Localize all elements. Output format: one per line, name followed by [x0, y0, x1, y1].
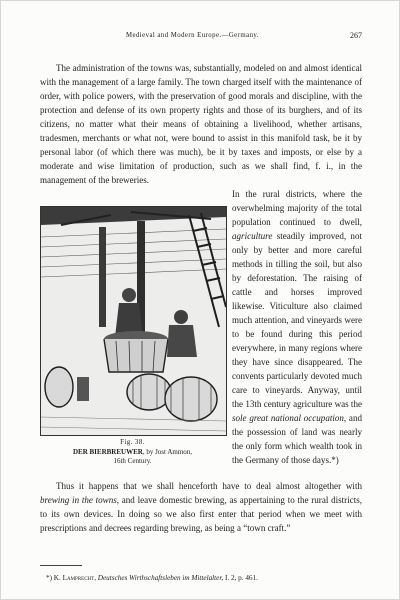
rural-text-2: steadily improved, not only by better and more careful methods in tilling the soil, but also by deforestation. The raising of cattle and horses improved likewise. Viticulture also claimed much attention, and vineyards were to be found during this period everywhere, in many regions where they have since disappeared. The convents particularly devoted much care to vineyards. Anyway, until the 13th century agriculture was the	[232, 231, 362, 409]
figure-century: 16th Century.	[113, 457, 152, 465]
brewing-text-1: Thus it happens that we shall henceforth have to deal almost altogether with	[56, 481, 362, 491]
footnote	[46, 573, 362, 583]
footnote-marker: *)	[46, 574, 52, 582]
footnote-reference: I. 2, p. 461.	[224, 574, 258, 582]
footnote-divider	[40, 565, 82, 566]
brewing-text-2: , and leave domestic brewing, as appertaining to the rural districts, to its own devices. In doing so we also first enter that period when we meet with prescriptions and decrees regarding brewing, as being a “town craft.”	[40, 495, 362, 533]
woodcut-drawing	[41, 207, 226, 435]
figure-credit: , by Jost Ammon,	[142, 447, 193, 456]
paragraph-town-brewing	[40, 479, 362, 535]
rural-text-1: In the rural districts, where the overwhelming majority of the total population continued to dwell,	[232, 189, 362, 227]
figure-number: Fig. 38.	[120, 438, 145, 446]
figure-title: DER BIERBREUWER	[72, 447, 143, 456]
footnote-work: Deutsches Wirthschaftsleben im Mittelalter,	[97, 574, 224, 582]
footnote-author: K. Lamprecht,	[53, 574, 96, 582]
paragraph-rural-districts	[232, 187, 362, 467]
rural-emphasis-agriculture: agriculture	[232, 231, 273, 241]
figure-caption	[40, 438, 225, 467]
rural-emphasis-occupation: sole great national occupation	[232, 413, 344, 423]
paragraph-towns: The administration of the towns was, substantially, modeled on and almost identical with the management of a large family. The town charged itself with the maintenance of order, with police powers, with the preservation of good morals and discipline, with the protection and defense of its own property rights and those of its burghers, and of its citizens, no matter what their means of obtaining a livelihood, whether artisans, tradesmen, merchants or what not, were bound to assist in this manifold task, be it by personal labor (of which there was much), be it by taxes and imposts, or else by a moderate and wise limitation of production, such as we shall find, f. i., in the management of the breweries.	[40, 63, 362, 185]
rural-text-3: , and the possession of land was nearly the only form which wealth took in the Germany of those days.*)	[232, 413, 362, 465]
page-number: 267	[350, 31, 362, 40]
brewer-woodcut-illustration	[40, 206, 227, 436]
running-head: Medieval and Modern Europe.—Germany.	[126, 32, 259, 39]
brewing-emphasis: brewing in the towns	[40, 495, 117, 505]
page-header	[1, 32, 399, 44]
